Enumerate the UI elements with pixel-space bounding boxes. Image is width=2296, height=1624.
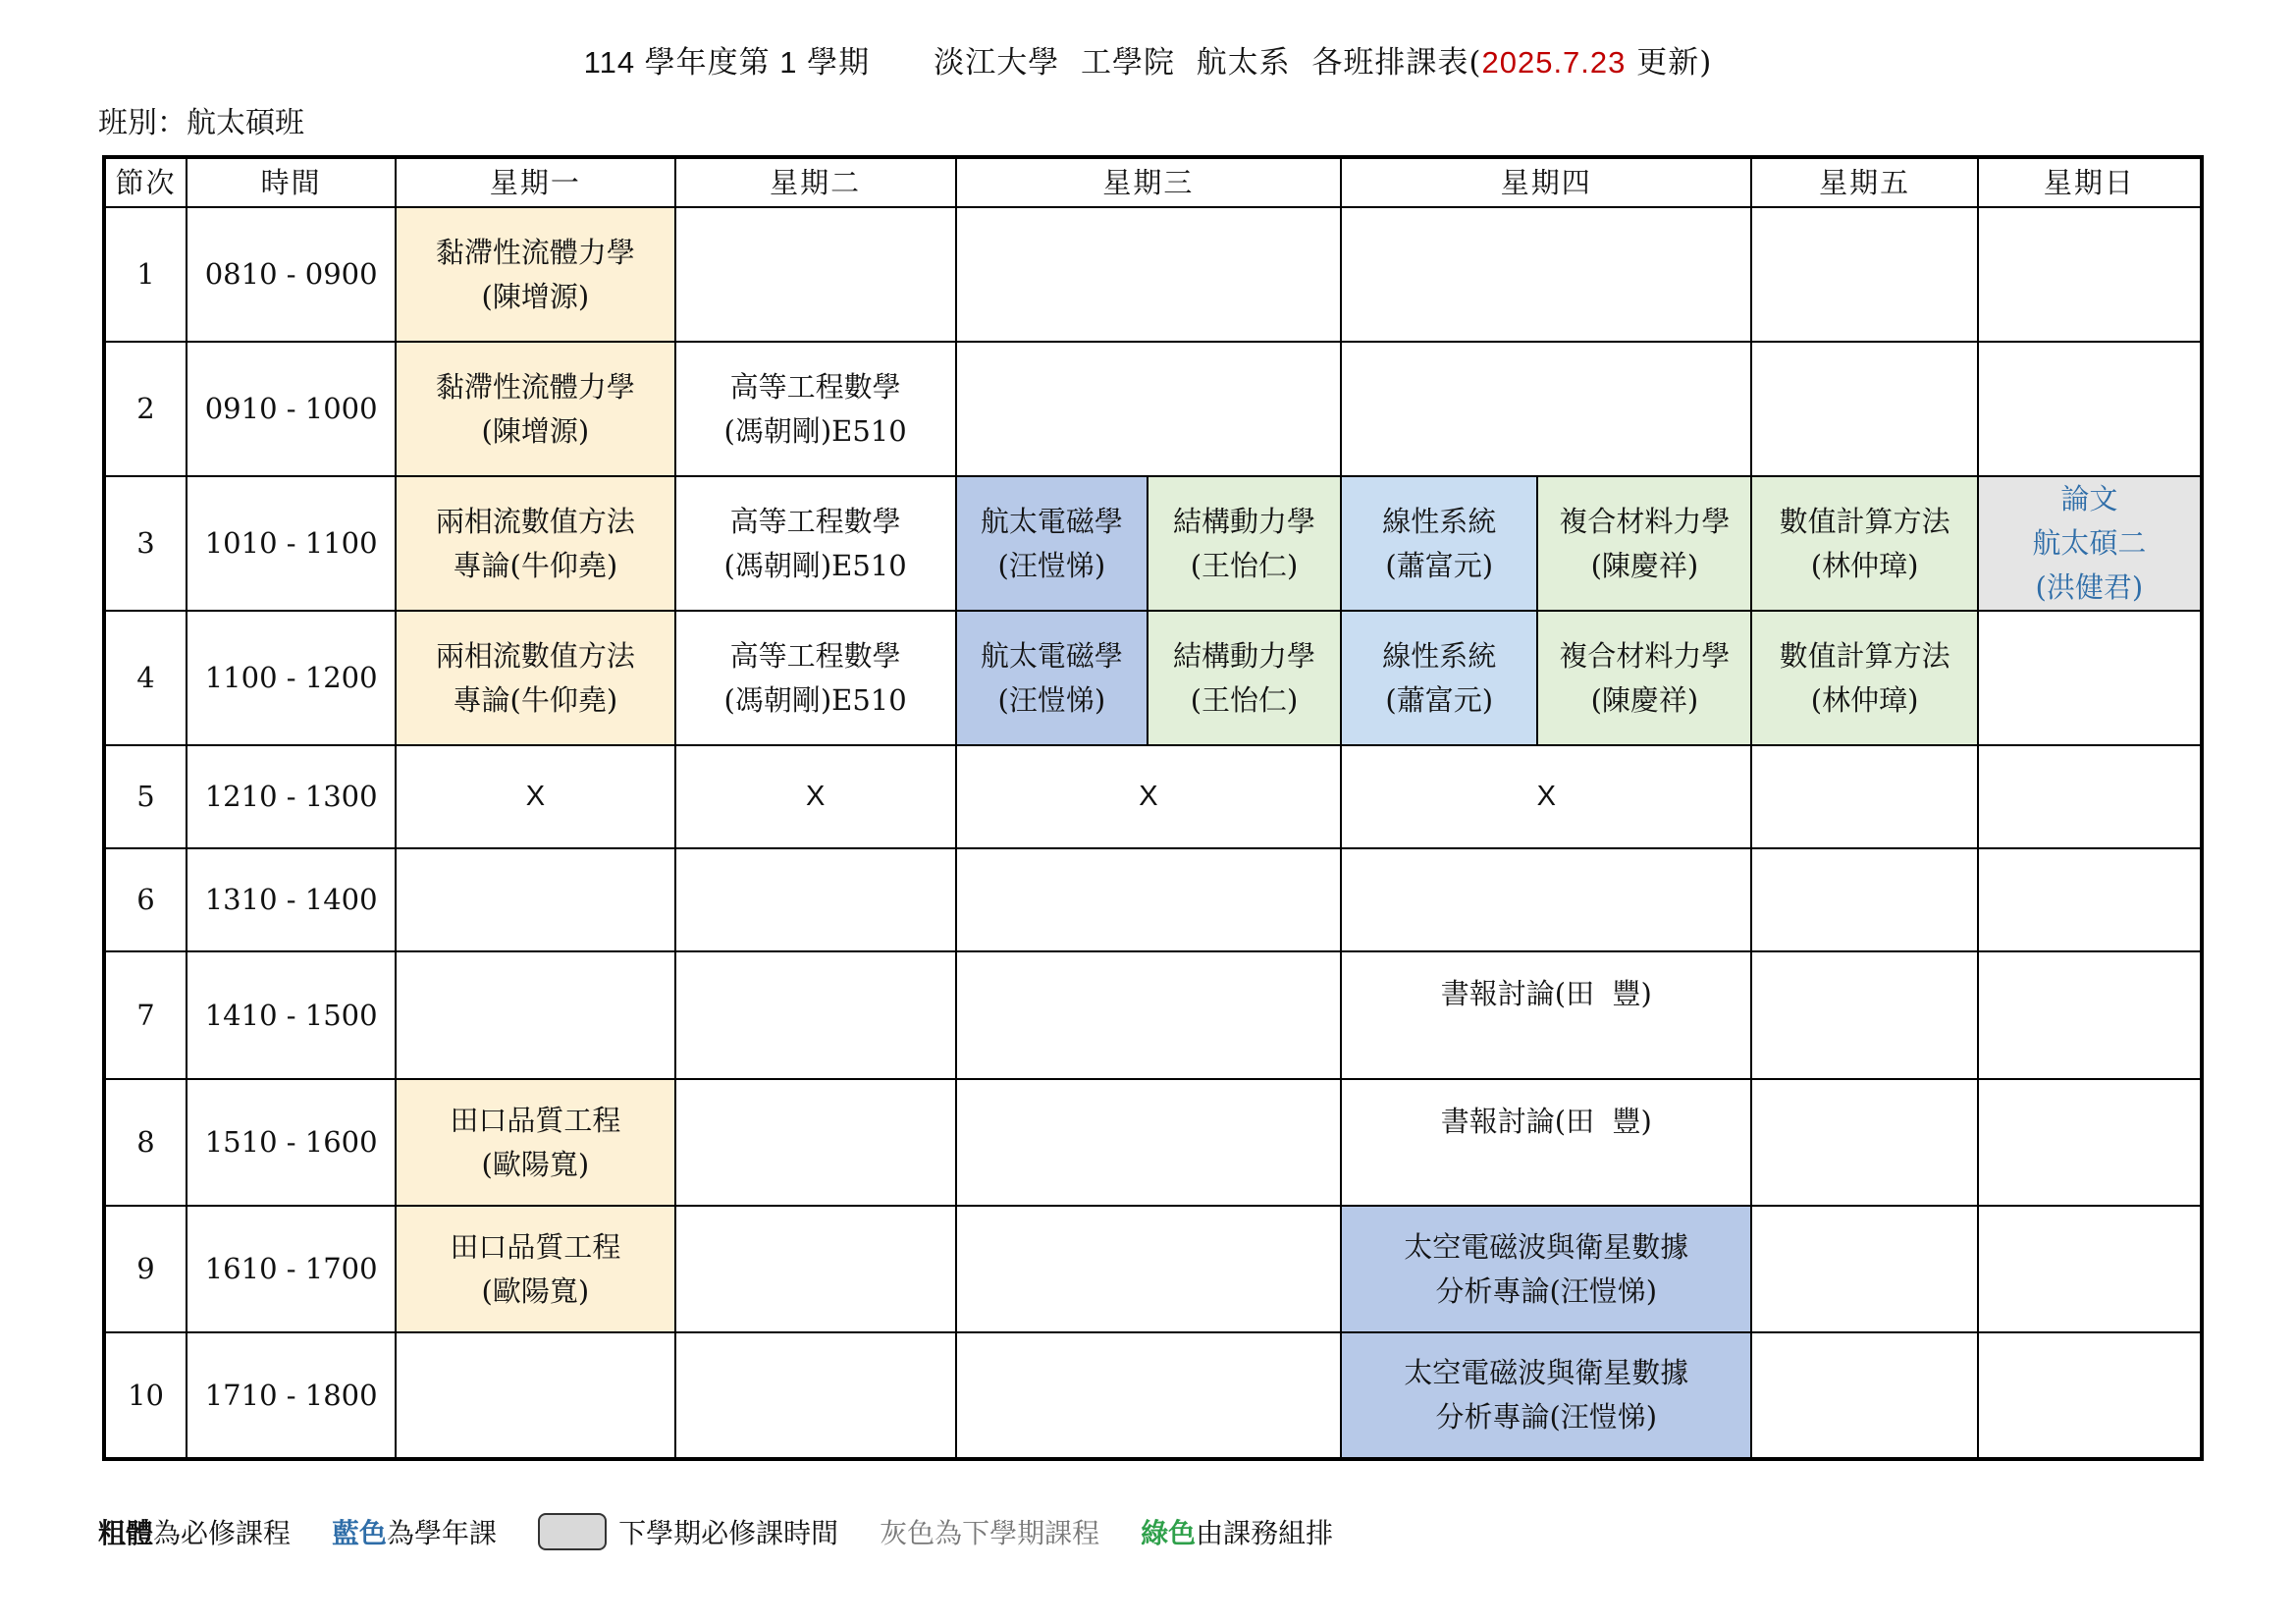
empty-cell	[1341, 207, 1751, 342]
time-cell: 1710 - 1800	[187, 1332, 396, 1459]
course-cell[interactable]	[1341, 476, 1537, 611]
legend-green-word: 綠色	[1141, 1518, 1197, 1548]
course-class: 航太碩二	[2032, 526, 2147, 560]
course-teacher: (林仲璋)	[1810, 548, 1919, 582]
course-name: 高等工程數學	[729, 369, 901, 404]
course-cell[interactable]	[1751, 476, 1977, 611]
course-cell[interactable]	[1341, 951, 1751, 1079]
course-cell[interactable]	[396, 476, 674, 611]
course-name: 太空電磁波與衛星數據	[1404, 1229, 1689, 1264]
time-cell: 1610 - 1700	[187, 1206, 396, 1332]
course-cell[interactable]	[1341, 1332, 1751, 1459]
course-cell[interactable]	[396, 1079, 674, 1206]
course-cell[interactable]	[396, 611, 674, 745]
empty-cell	[675, 1206, 956, 1332]
empty-cell	[396, 1332, 674, 1459]
course-name: 書報討論(田 豐)	[1440, 977, 1652, 1010]
legend-blue-text: 為學年課	[387, 1518, 498, 1548]
course-cell[interactable]	[396, 207, 674, 342]
course-teacher: (馮朝剛)E510	[723, 548, 907, 582]
course-name: 田口品質工程	[450, 1229, 621, 1264]
course-cell[interactable]	[1341, 611, 1537, 745]
table-row	[104, 476, 2202, 611]
empty-cell	[1751, 951, 1977, 1079]
legend-box-text: 下學期必修課時間	[618, 1518, 839, 1548]
title-suffix: 更新)	[1626, 45, 1713, 81]
col-header-tue: 星期二	[675, 157, 956, 207]
empty-cell	[956, 848, 1341, 951]
course-cell[interactable]	[1148, 611, 1341, 745]
empty-cell	[956, 1206, 1341, 1332]
empty-cell	[1751, 1332, 1977, 1459]
legend-grey-text: 灰色為下學期課程	[880, 1518, 1100, 1548]
empty-cell	[1978, 848, 2202, 951]
header-row	[104, 157, 2202, 207]
course-name: 線性系統	[1382, 638, 1497, 673]
course-name: 兩相流數值方法	[435, 504, 635, 538]
empty-cell	[675, 207, 956, 342]
course-name: 複合材料力學	[1559, 638, 1731, 673]
time-cell: 1010 - 1100	[187, 476, 396, 611]
course-cell[interactable]	[675, 342, 956, 476]
course-name: 結構動力學	[1173, 638, 1316, 673]
col-header-mon: 星期一	[396, 157, 674, 207]
empty-cell	[1751, 848, 1977, 951]
empty-cell	[1751, 745, 1977, 848]
empty-cell	[675, 1332, 956, 1459]
table-row	[104, 848, 2202, 951]
empty-cell	[396, 951, 674, 1079]
lunch-mark-cell: X	[396, 745, 674, 848]
course-name: 黏滯性流體力學	[435, 235, 635, 269]
thesis-cell[interactable]	[1978, 476, 2202, 611]
course-teacher: 分析專論(汪愷悌)	[1435, 1273, 1658, 1308]
course-cell[interactable]	[1148, 476, 1341, 611]
title-update-date: 2025.7.23	[1481, 45, 1627, 80]
course-teacher: (馮朝剛)E510	[723, 682, 907, 717]
table-row	[104, 745, 2202, 848]
course-cell[interactable]	[675, 611, 956, 745]
course-teacher: (王怡仁)	[1190, 682, 1299, 717]
course-cell[interactable]	[1341, 1079, 1751, 1206]
empty-cell	[956, 951, 1341, 1079]
empty-cell	[396, 848, 674, 951]
empty-cell	[1978, 1079, 2202, 1206]
time-cell: 0810 - 0900	[187, 207, 396, 342]
course-cell[interactable]	[1537, 476, 1751, 611]
course-cell[interactable]	[1537, 611, 1751, 745]
empty-cell	[1978, 1332, 2202, 1459]
period-cell: 1	[104, 207, 187, 342]
course-teacher: (蕭富元)	[1385, 548, 1494, 582]
table-row	[104, 207, 2202, 342]
course-teacher: (洪健君)	[2035, 570, 2144, 604]
course-cell[interactable]	[1341, 1206, 1751, 1332]
table-row	[104, 951, 2202, 1079]
empty-cell	[1978, 745, 2202, 848]
empty-cell	[1341, 848, 1751, 951]
lunch-mark-cell: X	[675, 745, 956, 848]
empty-cell	[1751, 207, 1977, 342]
table-row	[104, 1332, 2202, 1459]
empty-cell	[1751, 342, 1977, 476]
course-teacher: (汪愷悌)	[997, 682, 1106, 717]
course-teacher: (馮朝剛)E510	[723, 413, 907, 448]
title-department: 淡江大學 工學院 航太系 各班排課表(	[934, 45, 1482, 81]
col-header-period: 節次	[104, 157, 187, 207]
table-row	[104, 611, 2202, 745]
course-name: 線性系統	[1382, 504, 1497, 538]
course-name: 論文	[2060, 482, 2118, 515]
course-cell[interactable]	[956, 611, 1148, 745]
class-label: 班別：航太碩班	[98, 106, 304, 140]
course-name: 黏滯性流體力學	[435, 369, 635, 404]
empty-cell	[956, 342, 1341, 476]
course-cell[interactable]	[675, 476, 956, 611]
empty-cell	[675, 1079, 956, 1206]
period-cell: 8	[104, 1079, 187, 1206]
empty-cell	[1751, 1206, 1977, 1332]
course-name: 田口品質工程	[450, 1103, 621, 1137]
legend-grey-box-swatch	[538, 1513, 607, 1550]
table-row	[104, 1206, 2202, 1332]
course-teacher: (陳慶祥)	[1590, 548, 1699, 582]
legend-bold-text: 為必修課程	[153, 1518, 292, 1548]
empty-cell	[1978, 207, 2202, 342]
col-header-time: 時間	[187, 157, 396, 207]
schedule-table	[102, 155, 2204, 1461]
course-name: 航太電磁學	[980, 504, 1123, 538]
empty-cell	[956, 1332, 1341, 1459]
period-cell: 4	[104, 611, 187, 745]
empty-cell	[1978, 1206, 2202, 1332]
course-teacher: 專論(牛仰堯)	[453, 548, 618, 582]
course-teacher: (汪愷悌)	[997, 548, 1106, 582]
empty-cell	[675, 848, 956, 951]
course-cell[interactable]	[1751, 611, 1977, 745]
course-name: 數值計算方法	[1779, 638, 1950, 673]
col-header-thu: 星期四	[1341, 157, 1751, 207]
course-teacher: 分析專論(汪愷悌)	[1435, 1400, 1658, 1434]
course-name: 複合材料力學	[1559, 504, 1731, 538]
col-header-wed: 星期三	[956, 157, 1341, 207]
course-name: 書報討論(田 豐)	[1440, 1105, 1652, 1138]
title-semester: 114 學年度第 1 學期	[583, 45, 871, 80]
course-teacher: (陳增源)	[481, 279, 590, 313]
time-cell: 1510 - 1600	[187, 1079, 396, 1206]
course-teacher: 專論(牛仰堯)	[453, 682, 618, 717]
course-name: 太空電磁波與衛星數據	[1404, 1356, 1689, 1389]
period-cell: 3	[104, 476, 187, 611]
period-cell: 7	[104, 951, 187, 1079]
course-name: 高等工程數學	[729, 504, 901, 538]
empty-cell	[956, 1079, 1341, 1206]
period-cell: 2	[104, 342, 187, 476]
course-name: 結構動力學	[1173, 504, 1316, 538]
period-cell: 9	[104, 1206, 187, 1332]
legend-blue-word: 藍色	[332, 1518, 388, 1548]
course-teacher: (林仲璋)	[1810, 682, 1919, 717]
empty-cell	[1751, 1079, 1977, 1206]
period-cell: 5	[104, 745, 187, 848]
legend-bold-word: 粗體	[98, 1518, 154, 1548]
course-teacher: (陳慶祥)	[1590, 682, 1699, 717]
course-teacher: (歐陽寬)	[481, 1147, 590, 1181]
legend	[98, 1512, 1333, 1551]
course-teacher: (蕭富元)	[1385, 682, 1494, 717]
course-teacher: (陳增源)	[481, 413, 590, 448]
schedule-table-wrapper	[102, 155, 2204, 1457]
time-cell: 1410 - 1500	[187, 951, 396, 1079]
empty-cell	[675, 951, 956, 1079]
period-cell: 10	[104, 1332, 187, 1459]
time-cell: 1210 - 1300	[187, 745, 396, 848]
page-title	[0, 37, 2296, 81]
col-header-sun: 星期日	[1978, 157, 2202, 207]
time-cell: 1100 - 1200	[187, 611, 396, 745]
lunch-mark-cell: X	[1341, 745, 1751, 848]
empty-cell	[1978, 342, 2202, 476]
period-cell: 6	[104, 848, 187, 951]
course-name: 兩相流數值方法	[435, 638, 635, 673]
course-name: 高等工程數學	[729, 638, 901, 673]
course-teacher: (歐陽寬)	[481, 1273, 590, 1308]
course-cell[interactable]	[396, 1206, 674, 1332]
empty-cell	[1978, 951, 2202, 1079]
legend-green-text: 由課務組排	[1196, 1518, 1334, 1548]
col-header-fri: 星期五	[1751, 157, 1977, 207]
empty-cell	[1341, 342, 1751, 476]
empty-cell	[1978, 611, 2202, 745]
table-row	[104, 342, 2202, 476]
time-cell: 1310 - 1400	[187, 848, 396, 951]
table-row	[104, 1079, 2202, 1206]
empty-cell	[956, 207, 1341, 342]
course-cell[interactable]	[396, 342, 674, 476]
course-cell[interactable]	[956, 476, 1148, 611]
course-name: 航太電磁學	[980, 638, 1123, 673]
course-teacher: (王怡仁)	[1190, 548, 1299, 582]
course-name: 數值計算方法	[1779, 504, 1950, 538]
time-cell: 0910 - 1000	[187, 342, 396, 476]
lunch-mark-cell: X	[956, 745, 1341, 848]
